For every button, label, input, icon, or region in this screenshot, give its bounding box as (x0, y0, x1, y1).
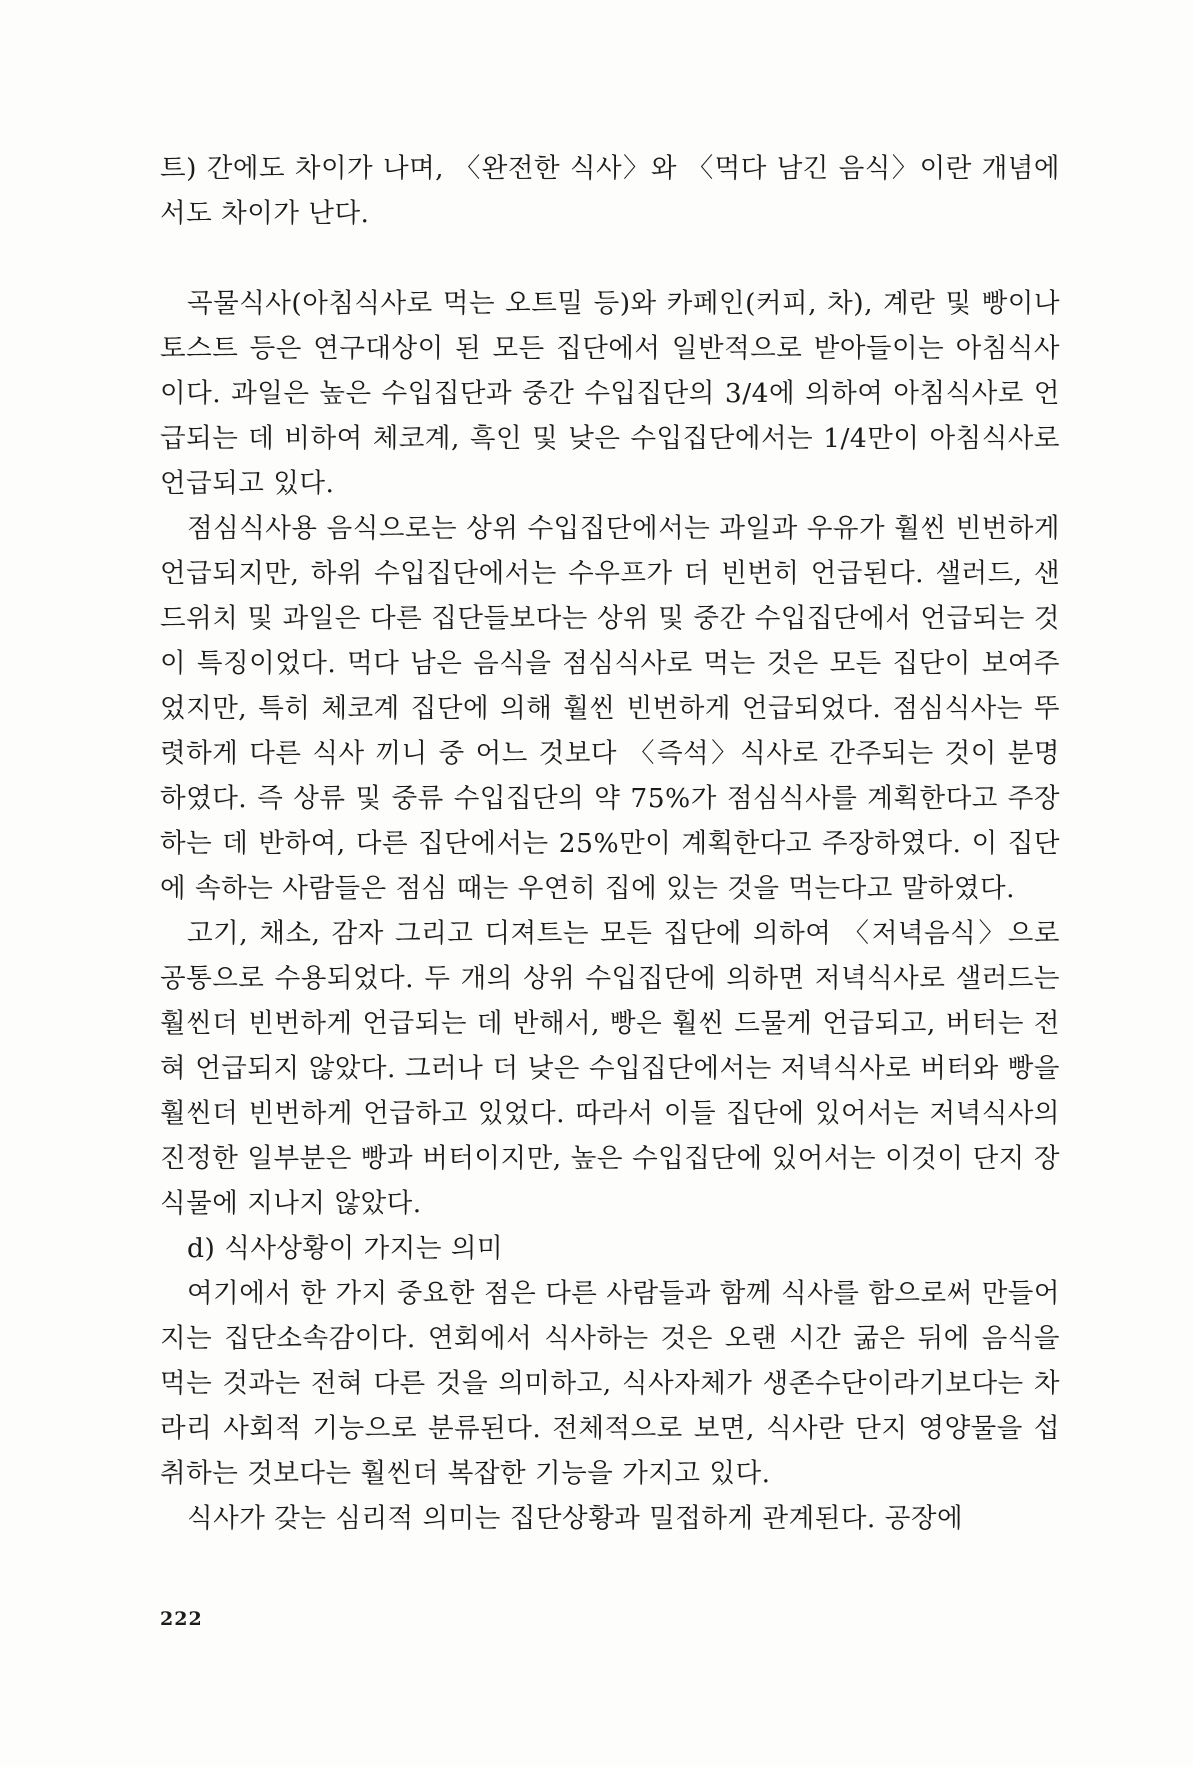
section-subheading: d) 식사상황이 가지는 의미 (187, 1233, 504, 1264)
page-number: 222 (160, 1608, 203, 1630)
paragraph-gap (160, 236, 1060, 281)
paragraph-breakfast: 곡물식사(아침식사로 먹는 오트밀 등)와 카페인(커피, 차), 계란 및 빵이나 토스트 등은 연구대상이 된 모든 집단에서 일반적으로 받아들이는 아침식사이다. 과일은 높은 수입집단과 중간 수입집단의 3/4에 의하여 아침식사로 언급되는 데 비하여 체코계, 흑인 및 낮은 수입집단에서는 1/4만이 아침식사로 언급되고 있다. (160, 288, 1060, 499)
paragraph-psychological-meaning: 식사가 갖는 심리적 의미는 집단상황과 밀접하게 관계된다. 공장에 (187, 1503, 964, 1534)
paragraph-dinner: 고기, 채소, 감자 그리고 디져트는 모든 집단에 의하여 〈저녁음식〉으로 공통으로 수용되었다. 두 개의 상위 수입집단에 의하면 저녁식사로 샐러드는 훨씬더 빈번하게 언급되는 데 반해서, 빵은 훨씬 드물게 언급되고, 버터는 전혀 언급되지 않았다. 그러나 더 낮은 수입집단에서는 저녁식사로 버터와 빵을 훨씬더 빈번하게 언급하고 있었다. 따라서 이들 집단에 있어서는 저녁식사의 진정한 일부분은 빵과 버터이지만, 높은 수입집단에 있어서는 이것이 단지 장식물에 지나지 않았다. (160, 918, 1060, 1219)
paragraph-group-belonging: 여기에서 한 가지 중요한 점은 다른 사람들과 함께 식사를 함으로써 만들어지는 집단소속감이다. 연회에서 식사하는 것은 오랜 시간 굶은 뒤에 음식을 먹는 것과는 전혀 다른 것을 의미하고, 식사자체가 생존수단이라기보다는 차라리 사회적 기능으로 분류된다. 전체적으로 보면, 식사란 단지 영양물을 섭취하는 것보다는 훨씬더 복잡한 기능을 가지고 있다. (160, 1278, 1060, 1489)
body-text (160, 146, 1060, 1541)
paragraph-lunch: 점심식사용 음식으로는 상위 수입집단에서는 과일과 우유가 훨씬 빈번하게 언급되지만, 하위 수입집단에서는 수우프가 더 빈번히 언급된다. 샐러드, 샌드위치 및 과일은 다른 집단들보다는 상위 및 중간 수입집단에서 언급되는 것이 특징이었다. 먹다 남은 음식을 점심식사로 먹는 것은 모든 집단이 보여주었지만, 특히 체코계 집단에 의해 훨씬 빈번하게 언급되었다. 점심식사는 뚜렷하게 다른 식사 끼니 중 어느 것보다 〈즉석〉식사로 간주되는 것이 분명하였다. 즉 상류 및 중류 수입집단의 약 75%가 점심식사를 계획한다고 주장하는 데 반하여, 다른 집단에서는 25%만이 계획한다고 주장하였다. 이 집단에 속하는 사람들은 점심 때는 우연히 집에 있는 것을 먹는다고 말하였다. (160, 513, 1060, 904)
paragraph-continued: 트) 간에도 차이가 나며, 〈완전한 식사〉와 〈먹다 남긴 음식〉이란 개념에서도 차이가 난다. (160, 153, 1060, 229)
